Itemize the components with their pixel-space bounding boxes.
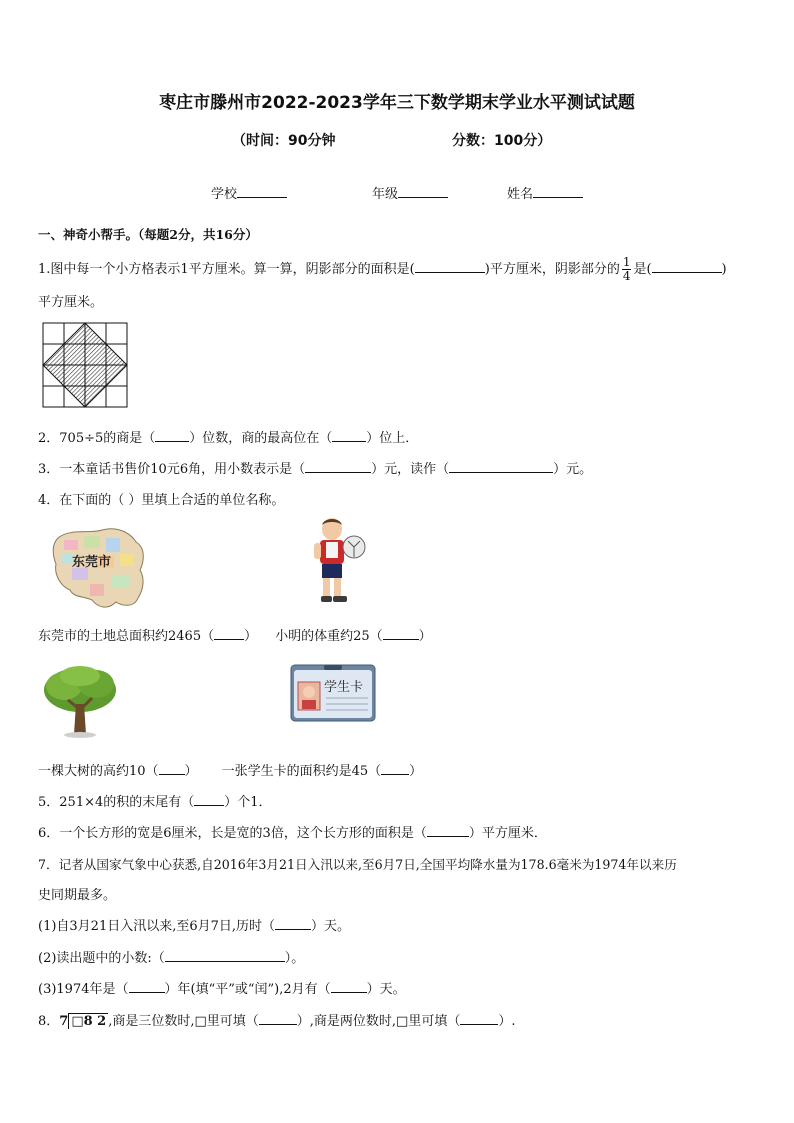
- answer-blank[interactable]: [331, 979, 367, 993]
- answer-blank[interactable]: [427, 823, 469, 837]
- question-5: 5．251×4的积的末尾有（ ）个1．: [38, 791, 272, 810]
- question-7-part2: (2)读出题中的小数:（ ）。: [38, 947, 304, 966]
- boy-image: [310, 515, 370, 610]
- exam-time: （时间：90分钟: [232, 133, 336, 149]
- answer-blank[interactable]: [275, 916, 311, 930]
- answer-blank[interactable]: [194, 792, 224, 806]
- answer-blank[interactable]: [159, 761, 185, 775]
- answer-blank[interactable]: [259, 1011, 297, 1025]
- answer-blank[interactable]: [332, 428, 366, 442]
- section-heading: 一、神奇小帮手。（每题2分，共16分）: [38, 227, 258, 242]
- answer-blank[interactable]: [129, 979, 165, 993]
- name-label: 姓名: [507, 187, 534, 202]
- answer-blank[interactable]: [155, 428, 189, 442]
- question-8: 8．7 □8 2 ,商是三位数时,□里可填（ ）,商是两位数时,□里可填（ ）.: [38, 1010, 516, 1029]
- answer-blank[interactable]: [383, 626, 419, 640]
- school-label: 学校: [211, 187, 238, 202]
- card-label: 学生卡: [324, 680, 364, 695]
- question-7-part1: (1)自3月21日入汛以来,至6月7日,历时（ ）天。: [38, 915, 350, 934]
- question-7-cont: 史同期最多。: [38, 888, 117, 903]
- exam-score: 分数：100分）: [452, 133, 552, 149]
- answer-blank[interactable]: [381, 761, 409, 775]
- map-label: 东莞市: [72, 555, 112, 570]
- grid-figure: [42, 321, 130, 411]
- long-division-dividend: □8 2: [68, 1013, 108, 1029]
- name-field[interactable]: [507, 183, 583, 202]
- question-4-row2: 一棵大树的高约10（ ） 一张学生卡的面积约是45（ ）: [38, 760, 422, 779]
- grade-label: 年级: [372, 187, 399, 202]
- question-7: 7．记者从国家气象中心获悉,自2016年3月21日入汛以来,至6月7日,全国平均降水量为178.6毫米为1974年以来历: [38, 857, 677, 872]
- map-image: [50, 526, 150, 612]
- answer-blank[interactable]: [165, 948, 285, 962]
- fraction: $\frac{1}{4}$: [622, 255, 631, 283]
- question-3: 3．一本童话书售价10元6角，用小数表示是（ ）元，读作（ ）元。: [38, 458, 592, 477]
- answer-blank[interactable]: [415, 259, 485, 273]
- question-1-cont: 平方厘米。: [38, 295, 104, 310]
- answer-blank[interactable]: [214, 626, 244, 640]
- question-4-row1: 东莞市的土地总面积约2465（ ） 小明的体重约25（ ）: [38, 625, 432, 644]
- question-7-part3: (3)1974年是（ ）年(填“平”或“闰”),2月有（ ）天。: [38, 978, 406, 997]
- tree-image: [40, 664, 120, 740]
- question-2: 2．705÷5的商是（ ）位数，商的最高位在（ ）位上．: [38, 427, 418, 446]
- page-title: 枣庄市滕州市2022-2023学年三下数学期末学业水平测试试题: [159, 93, 635, 113]
- answer-blank[interactable]: [652, 259, 722, 273]
- question-4: 4．在下面的（ ）里填上合适的单位名称。: [38, 493, 285, 508]
- divisor: 7: [59, 1014, 69, 1029]
- answer-blank[interactable]: [305, 459, 371, 473]
- question-6: 6．一个长方形的宽是6厘米，长是宽的3倍，这个长方形的面积是（ ）平方厘米．: [38, 822, 547, 841]
- question-1: 1.图中每一个小方格表示1平方厘米。算一算，阴影部分的面积是( )平方厘米，阴影部分的 $\frac{1}{4}$ 是( ): [38, 255, 727, 283]
- answer-blank[interactable]: [449, 459, 553, 473]
- grade-field[interactable]: [372, 183, 448, 202]
- school-field[interactable]: [211, 183, 287, 202]
- answer-blank[interactable]: [460, 1011, 498, 1025]
- student-card-image: [290, 664, 376, 722]
